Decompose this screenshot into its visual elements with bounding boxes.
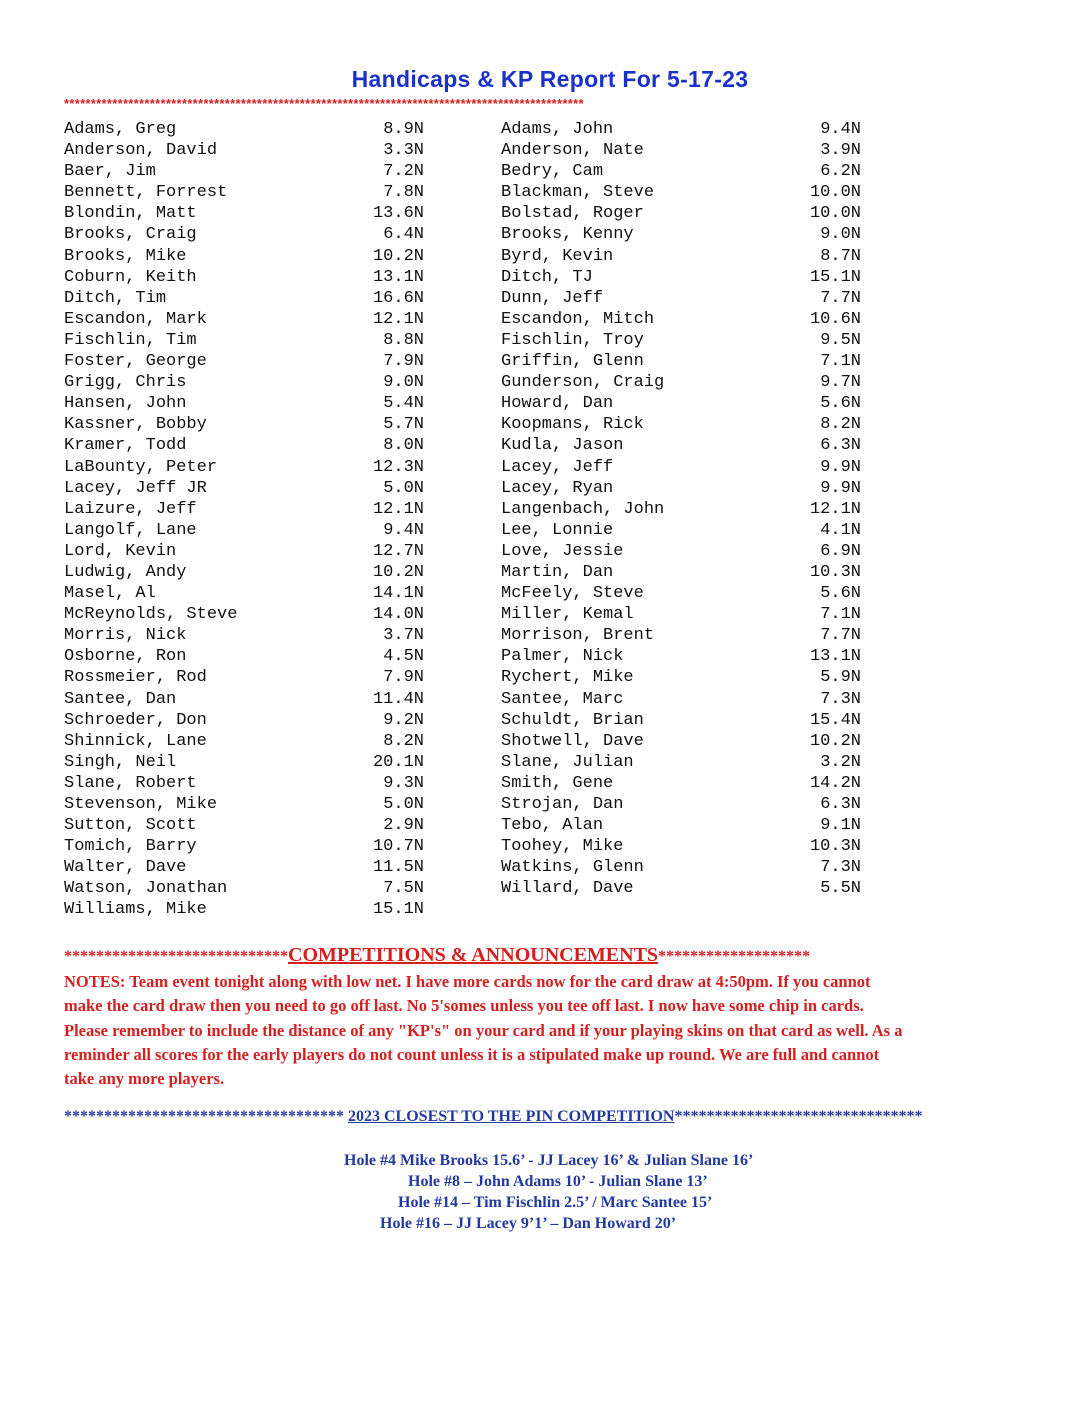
handicap-row	[64, 414, 424, 435]
player-name: Singh, Neil	[64, 752, 177, 772]
handicap-value: 16.6N	[372, 288, 424, 308]
handicap-value: 3.2N	[820, 752, 861, 772]
handicap-value: 4.1N	[820, 520, 861, 540]
player-name: Anderson, Nate	[501, 141, 644, 161]
page-title: Handicaps & KP Report For 5-17-23	[351, 66, 749, 92]
player-name: Rychert, Mike	[501, 668, 634, 688]
handicap-row	[64, 161, 424, 182]
handicap-list-right	[501, 119, 861, 899]
handicap-value: 12.1N	[372, 499, 424, 519]
player-name: Schroeder, Don	[64, 710, 207, 730]
player-name: Adams, Greg	[64, 120, 177, 139]
handicap-value: 3.3N	[383, 141, 424, 161]
handicap-row	[501, 604, 861, 625]
handicap-value: 14.2N	[809, 773, 861, 793]
handicap-value: 13.6N	[372, 204, 424, 224]
handicap-value: 7.1N	[820, 605, 861, 625]
handicap-value: 12.3N	[372, 457, 424, 477]
player-name: Anderson, David	[64, 141, 218, 161]
player-name: Tomich, Barry	[64, 837, 197, 857]
handicap-row	[64, 288, 424, 309]
handicap-value: 7.1N	[820, 352, 861, 372]
handicap-row	[501, 499, 861, 520]
player-name: Brooks, Kenny	[501, 225, 634, 245]
handicap-row	[501, 478, 861, 499]
player-name: Lord, Kevin	[64, 541, 177, 561]
player-name: Willard, Dave	[501, 879, 634, 899]
top-separator: *************************************************************************************************	[64, 96, 584, 111]
handicap-value: 5.0N	[383, 795, 424, 814]
competitions-stars-after: *******************	[658, 948, 811, 965]
handicap-row	[64, 435, 424, 456]
player-name: Bennett, Forrest	[64, 183, 228, 203]
handicap-value: 5.0N	[383, 478, 424, 498]
handicap-row	[501, 710, 861, 731]
handicap-row	[64, 899, 424, 920]
handicap-row	[501, 309, 861, 330]
notes-line: take any more players.	[64, 1069, 225, 1089]
handicap-row	[64, 667, 424, 688]
handicap-row	[501, 520, 861, 541]
handicap-value: 6.4N	[383, 225, 424, 245]
handicap-row	[64, 541, 424, 562]
handicap-row	[64, 562, 424, 583]
handicap-value: 11.5N	[372, 858, 424, 878]
handicap-value: 8.9N	[383, 120, 424, 139]
player-name: Watson, Jonathan	[64, 879, 228, 899]
handicap-row	[64, 478, 424, 499]
handicap-value: 8.0N	[383, 436, 424, 456]
handicap-value: 7.7N	[820, 288, 861, 308]
handicap-row	[501, 288, 861, 309]
handicap-row	[64, 836, 424, 857]
handicap-value: 13.1N	[372, 267, 424, 287]
player-name: Lee, Lonnie	[501, 520, 614, 540]
handicap-row	[501, 351, 861, 372]
handicap-value: 6.9N	[820, 541, 861, 561]
handicap-row	[64, 393, 424, 414]
handicap-row	[64, 878, 424, 899]
handicap-value: 10.2N	[372, 562, 424, 582]
handicap-value: 4.5N	[383, 647, 424, 667]
handicap-value: 15.1N	[372, 900, 424, 920]
handicap-value: 5.6N	[820, 394, 861, 414]
handicap-value: 10.3N	[809, 837, 861, 857]
handicap-value: 15.4N	[809, 710, 861, 730]
handicap-value: 10.3N	[809, 562, 861, 582]
handicap-row	[501, 667, 861, 688]
handicap-value: 10.2N	[809, 731, 861, 751]
handicap-row	[501, 330, 861, 351]
handicap-row	[64, 752, 424, 773]
handicap-list-left	[64, 119, 424, 921]
handicap-row	[64, 246, 424, 267]
player-name: LaBounty, Peter	[64, 457, 218, 477]
competitions-stars-before: ****************************	[64, 948, 288, 965]
handicap-value: 9.2N	[383, 710, 424, 730]
player-name: Morris, Nick	[64, 626, 187, 646]
handicap-value: 5.9N	[820, 668, 861, 688]
competitions-heading-text: COMPETITIONS & ANNOUNCEMENTS	[288, 944, 659, 966]
player-name: Gunderson, Craig	[501, 373, 665, 393]
handicap-row	[64, 857, 424, 878]
player-name: Fischlin, Troy	[501, 330, 644, 350]
handicap-row	[64, 372, 424, 393]
player-name: Lacey, Jeff JR	[64, 478, 207, 498]
handicap-value: 7.8N	[383, 183, 424, 203]
handicap-value: 14.1N	[372, 584, 424, 604]
player-name: Griffin, Glenn	[501, 352, 644, 372]
player-name: Watkins, Glenn	[501, 858, 644, 878]
handicap-row	[64, 203, 424, 224]
handicap-value: 5.7N	[383, 415, 424, 435]
handicap-row	[501, 435, 861, 456]
player-name: Santee, Marc	[501, 689, 624, 709]
kp-stars-after: *******************************	[674, 1108, 923, 1125]
handicap-row	[501, 752, 861, 773]
player-name: Osborne, Ron	[64, 647, 187, 667]
handicap-row	[501, 372, 861, 393]
handicap-value: 8.8N	[383, 330, 424, 350]
player-name: Shinnick, Lane	[64, 731, 207, 751]
player-name: Kassner, Bobby	[64, 415, 207, 435]
player-name: Brooks, Craig	[64, 225, 197, 245]
handicap-row	[64, 710, 424, 731]
handicap-value: 3.7N	[383, 626, 424, 646]
handicap-value: 9.9N	[820, 478, 861, 498]
kp-result-hole-16: Hole #16 – JJ Lacey 9’1’ – Dan Howard 20’	[380, 1215, 677, 1232]
player-name: Byrd, Kevin	[501, 246, 614, 266]
handicap-value: 7.7N	[820, 626, 861, 646]
player-name: Masel, Al	[64, 584, 156, 604]
handicap-value: 6.3N	[820, 436, 861, 456]
handicap-value: 11.4N	[372, 689, 424, 709]
notes-line: NOTES: Team event tonight along with low net. I have more cards now for the card draw at 4:50pm. If you cannot	[64, 972, 871, 991]
handicap-row	[64, 499, 424, 520]
player-name: Kudla, Jason	[501, 436, 624, 456]
handicap-value: 8.2N	[383, 731, 424, 751]
player-name: Tebo, Alan	[501, 816, 604, 836]
handicap-row	[64, 583, 424, 604]
handicap-row	[501, 836, 861, 857]
handicap-value: 7.5N	[383, 879, 424, 899]
handicap-row	[64, 330, 424, 351]
player-name: Ditch, Tim	[64, 288, 167, 308]
player-name: Langolf, Lane	[64, 520, 197, 540]
handicap-row	[64, 224, 424, 245]
handicap-value: 9.0N	[383, 373, 424, 393]
player-name: Foster, George	[64, 352, 207, 372]
handicap-value: 10.6N	[809, 309, 861, 329]
handicap-row	[501, 224, 861, 245]
player-name: Coburn, Keith	[64, 267, 197, 287]
handicap-value: 6.3N	[820, 795, 861, 814]
handicap-row	[501, 689, 861, 710]
player-name: Stevenson, Mike	[64, 795, 218, 814]
handicap-row	[64, 457, 424, 478]
player-name: Slane, Julian	[501, 752, 634, 772]
player-name: Fischlin, Tim	[64, 330, 197, 350]
player-name: Miller, Kemal	[501, 605, 634, 625]
handicap-row	[64, 267, 424, 288]
handicap-row	[501, 541, 861, 562]
handicap-row	[501, 646, 861, 667]
player-name: Schuldt, Brian	[501, 710, 644, 730]
handicap-row	[501, 140, 861, 161]
player-name: McFeely, Steve	[501, 584, 644, 604]
player-name: Rossmeier, Rod	[64, 668, 207, 688]
player-name: Adams, John	[501, 120, 614, 139]
player-name: McReynolds, Steve	[64, 605, 238, 625]
player-name: Bedry, Cam	[501, 162, 604, 182]
handicap-value: 2.9N	[383, 816, 424, 836]
player-name: Bolstad, Roger	[501, 204, 644, 224]
player-name: Smith, Gene	[501, 773, 614, 793]
handicap-value: 7.3N	[820, 689, 861, 709]
handicap-row	[64, 731, 424, 752]
handicap-value: 6.2N	[820, 162, 861, 182]
handicap-value: 10.7N	[372, 837, 424, 857]
handicap-value: 9.7N	[820, 373, 861, 393]
player-name: Ditch, TJ	[501, 267, 593, 287]
notes-line: Please remember to include the distance of any "KP's" on your card and if your playing skins on that card as well. As a	[64, 1020, 903, 1040]
kp-result-hole-8: Hole #8 – John Adams 10’ - Julian Slane 13’	[408, 1173, 708, 1190]
handicap-row	[501, 625, 861, 646]
handicap-value: 8.7N	[820, 246, 861, 266]
handicap-value: 10.2N	[372, 246, 424, 266]
handicap-value: 7.9N	[383, 668, 424, 688]
kp-result-hole-4: Hole #4 Mike Brooks 15.6’ - JJ Lacey 16’ & Julian Slane 16’	[344, 1152, 754, 1169]
handicap-row	[501, 119, 861, 140]
handicap-row	[64, 351, 424, 372]
kp-heading	[64, 1108, 1064, 1126]
player-name: Brooks, Mike	[64, 246, 187, 266]
handicap-row	[64, 794, 424, 815]
player-name: Strojan, Dan	[501, 795, 624, 814]
player-name: Lacey, Ryan	[501, 478, 614, 498]
player-name: Love, Jessie	[501, 541, 624, 561]
handicap-row	[501, 414, 861, 435]
handicap-row	[64, 140, 424, 161]
player-name: Morrison, Brent	[501, 626, 655, 646]
handicap-value: 9.0N	[820, 225, 861, 245]
handicap-value: 12.7N	[372, 541, 424, 561]
player-name: Hansen, John	[64, 394, 187, 414]
handicap-row	[64, 773, 424, 794]
handicap-value: 8.2N	[820, 415, 861, 435]
handicap-value: 10.0N	[809, 183, 861, 203]
player-name: Blackman, Steve	[501, 183, 655, 203]
player-name: Escandon, Mark	[64, 309, 207, 329]
handicap-value: 14.0N	[372, 605, 424, 625]
handicap-row	[64, 119, 424, 140]
handicap-value: 15.1N	[809, 267, 861, 287]
handicap-row	[64, 646, 424, 667]
handicap-value: 20.1N	[372, 752, 424, 772]
player-name: Grigg, Chris	[64, 373, 187, 393]
notes-line: reminder all scores for the early players do not count unless it is a stipulated make up round. We are full and cannot	[64, 1044, 880, 1064]
handicap-row	[501, 731, 861, 752]
handicap-value: 9.3N	[383, 773, 424, 793]
handicap-value: 9.5N	[820, 330, 861, 350]
handicap-row	[501, 773, 861, 794]
player-name: Laizure, Jeff	[64, 499, 197, 519]
player-name: Escandon, Mitch	[501, 309, 655, 329]
player-name: Lacey, Jeff	[501, 457, 614, 477]
competitions-heading	[64, 944, 1064, 967]
handicap-row	[64, 815, 424, 836]
handicap-row	[501, 878, 861, 899]
notes-paragraph	[64, 970, 1034, 1091]
handicap-row	[501, 562, 861, 583]
player-name: Dunn, Jeff	[501, 288, 604, 308]
handicap-row	[64, 309, 424, 330]
player-name: Sutton, Scott	[64, 816, 197, 836]
handicap-row	[501, 182, 861, 203]
handicap-row	[501, 161, 861, 182]
handicap-value: 5.4N	[383, 394, 424, 414]
handicap-value: 7.9N	[383, 352, 424, 372]
player-name: Toohey, Mike	[501, 837, 624, 857]
handicap-row	[501, 794, 861, 815]
handicap-value: 9.9N	[820, 457, 861, 477]
handicap-row	[64, 625, 424, 646]
player-name: Slane, Robert	[64, 773, 197, 793]
player-name: Walter, Dave	[64, 858, 187, 878]
player-name: Blondin, Matt	[64, 204, 197, 224]
player-name: Langenbach, John	[501, 499, 665, 519]
player-name: Kramer, Todd	[64, 436, 187, 456]
notes-line: make the card draw then you need to go off last. No 5'somes unless you tee off last. I now have some chip in cards.	[64, 996, 864, 1016]
player-name: Koopmans, Rick	[501, 415, 644, 435]
handicap-row	[501, 203, 861, 224]
handicap-row	[64, 520, 424, 541]
handicap-value: 12.1N	[809, 499, 861, 519]
player-name: Santee, Dan	[64, 689, 177, 709]
handicap-value: 13.1N	[809, 647, 861, 667]
player-name: Ludwig, Andy	[64, 562, 187, 582]
handicap-row	[501, 583, 861, 604]
handicap-row	[64, 604, 424, 625]
kp-heading-text: 2023 CLOSEST TO THE PIN COMPETITION	[348, 1108, 675, 1125]
handicap-value: 5.6N	[820, 584, 861, 604]
player-name: Shotwell, Dave	[501, 731, 644, 751]
kp-result-hole-14: Hole #14 – Tim Fischlin 2.5’ / Marc Santee 15’	[398, 1194, 713, 1211]
handicap-value: 3.9N	[820, 141, 861, 161]
handicap-row	[501, 393, 861, 414]
handicap-row	[501, 267, 861, 288]
handicap-row	[64, 689, 424, 710]
handicap-value: 10.0N	[809, 204, 861, 224]
player-name: Williams, Mike	[64, 900, 207, 920]
handicap-value: 9.4N	[820, 120, 861, 139]
player-name: Howard, Dan	[501, 394, 614, 414]
handicap-value: 9.4N	[383, 520, 424, 540]
handicap-value: 7.3N	[820, 858, 861, 878]
handicap-value: 7.2N	[383, 162, 424, 182]
handicap-row	[64, 182, 424, 203]
handicap-row	[501, 457, 861, 478]
handicap-row	[501, 246, 861, 267]
handicap-value: 5.5N	[820, 879, 861, 899]
player-name: Palmer, Nick	[501, 647, 624, 667]
handicap-row	[501, 857, 861, 878]
handicap-value: 9.1N	[820, 816, 861, 836]
player-name: Martin, Dan	[501, 562, 614, 582]
handicap-row	[501, 815, 861, 836]
kp-stars-before: ***********************************	[64, 1108, 348, 1125]
handicap-value: 12.1N	[372, 309, 424, 329]
player-name: Baer, Jim	[64, 162, 156, 182]
